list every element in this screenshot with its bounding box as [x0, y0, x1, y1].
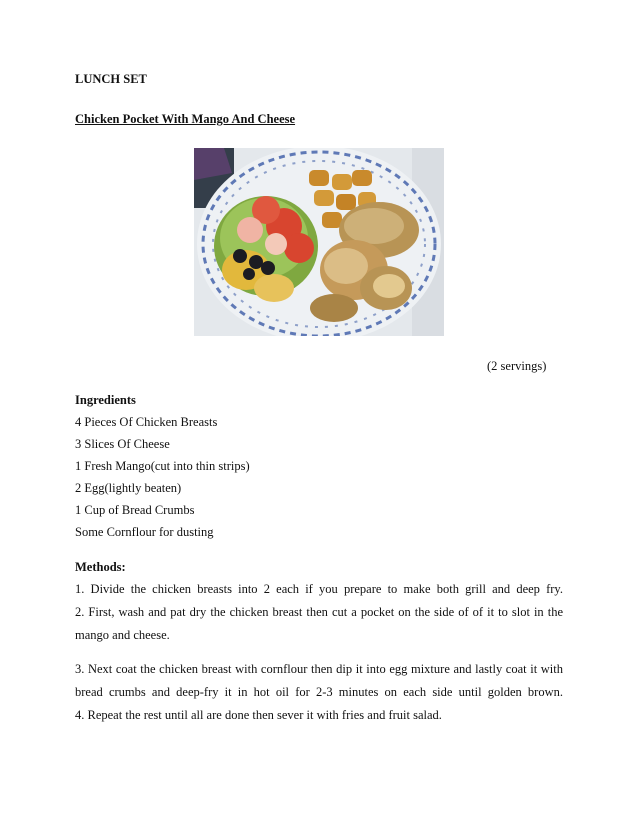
recipe-title: Chicken Pocket With Mango And Cheese [75, 112, 296, 126]
food-plate-photo [194, 148, 444, 336]
servings-note: (2 servings) [487, 359, 547, 373]
ingredients-heading: Ingredients [75, 393, 136, 407]
method-line: 1. Divide the chicken breasts into 2 each if you prepare to make both grill and deep fry. [75, 582, 563, 596]
method-line: bread crumbs and deep-fry it in hot oil for 2-3 minutes on each side until golden brown. [75, 685, 563, 699]
methods-heading: Methods: [75, 560, 126, 574]
ingredient-item: Some Cornflour for dusting [75, 525, 214, 539]
section-title: LUNCH SET [75, 72, 147, 86]
method-line: 3. Next coat the chicken breast with cornflour then dip it into egg mixture and lastly coat it with [75, 662, 563, 676]
method-line: 4. Repeat the rest until all are done then sever it with fries and fruit salad. [75, 708, 442, 722]
ingredient-item: 3 Slices Of Cheese [75, 437, 170, 451]
ingredient-item: 1 Fresh Mango(cut into thin strips) [75, 459, 250, 473]
ingredient-item: 4 Pieces Of Chicken Breasts [75, 415, 218, 429]
ingredient-item: 2 Egg(lightly beaten) [75, 481, 182, 495]
method-line: 2. First, wash and pat dry the chicken breast then cut a pocket on the side of of it to slot in the [75, 605, 563, 619]
method-line: mango and cheese. [75, 628, 170, 642]
ingredient-item: 1 Cup of Bread Crumbs [75, 503, 195, 517]
